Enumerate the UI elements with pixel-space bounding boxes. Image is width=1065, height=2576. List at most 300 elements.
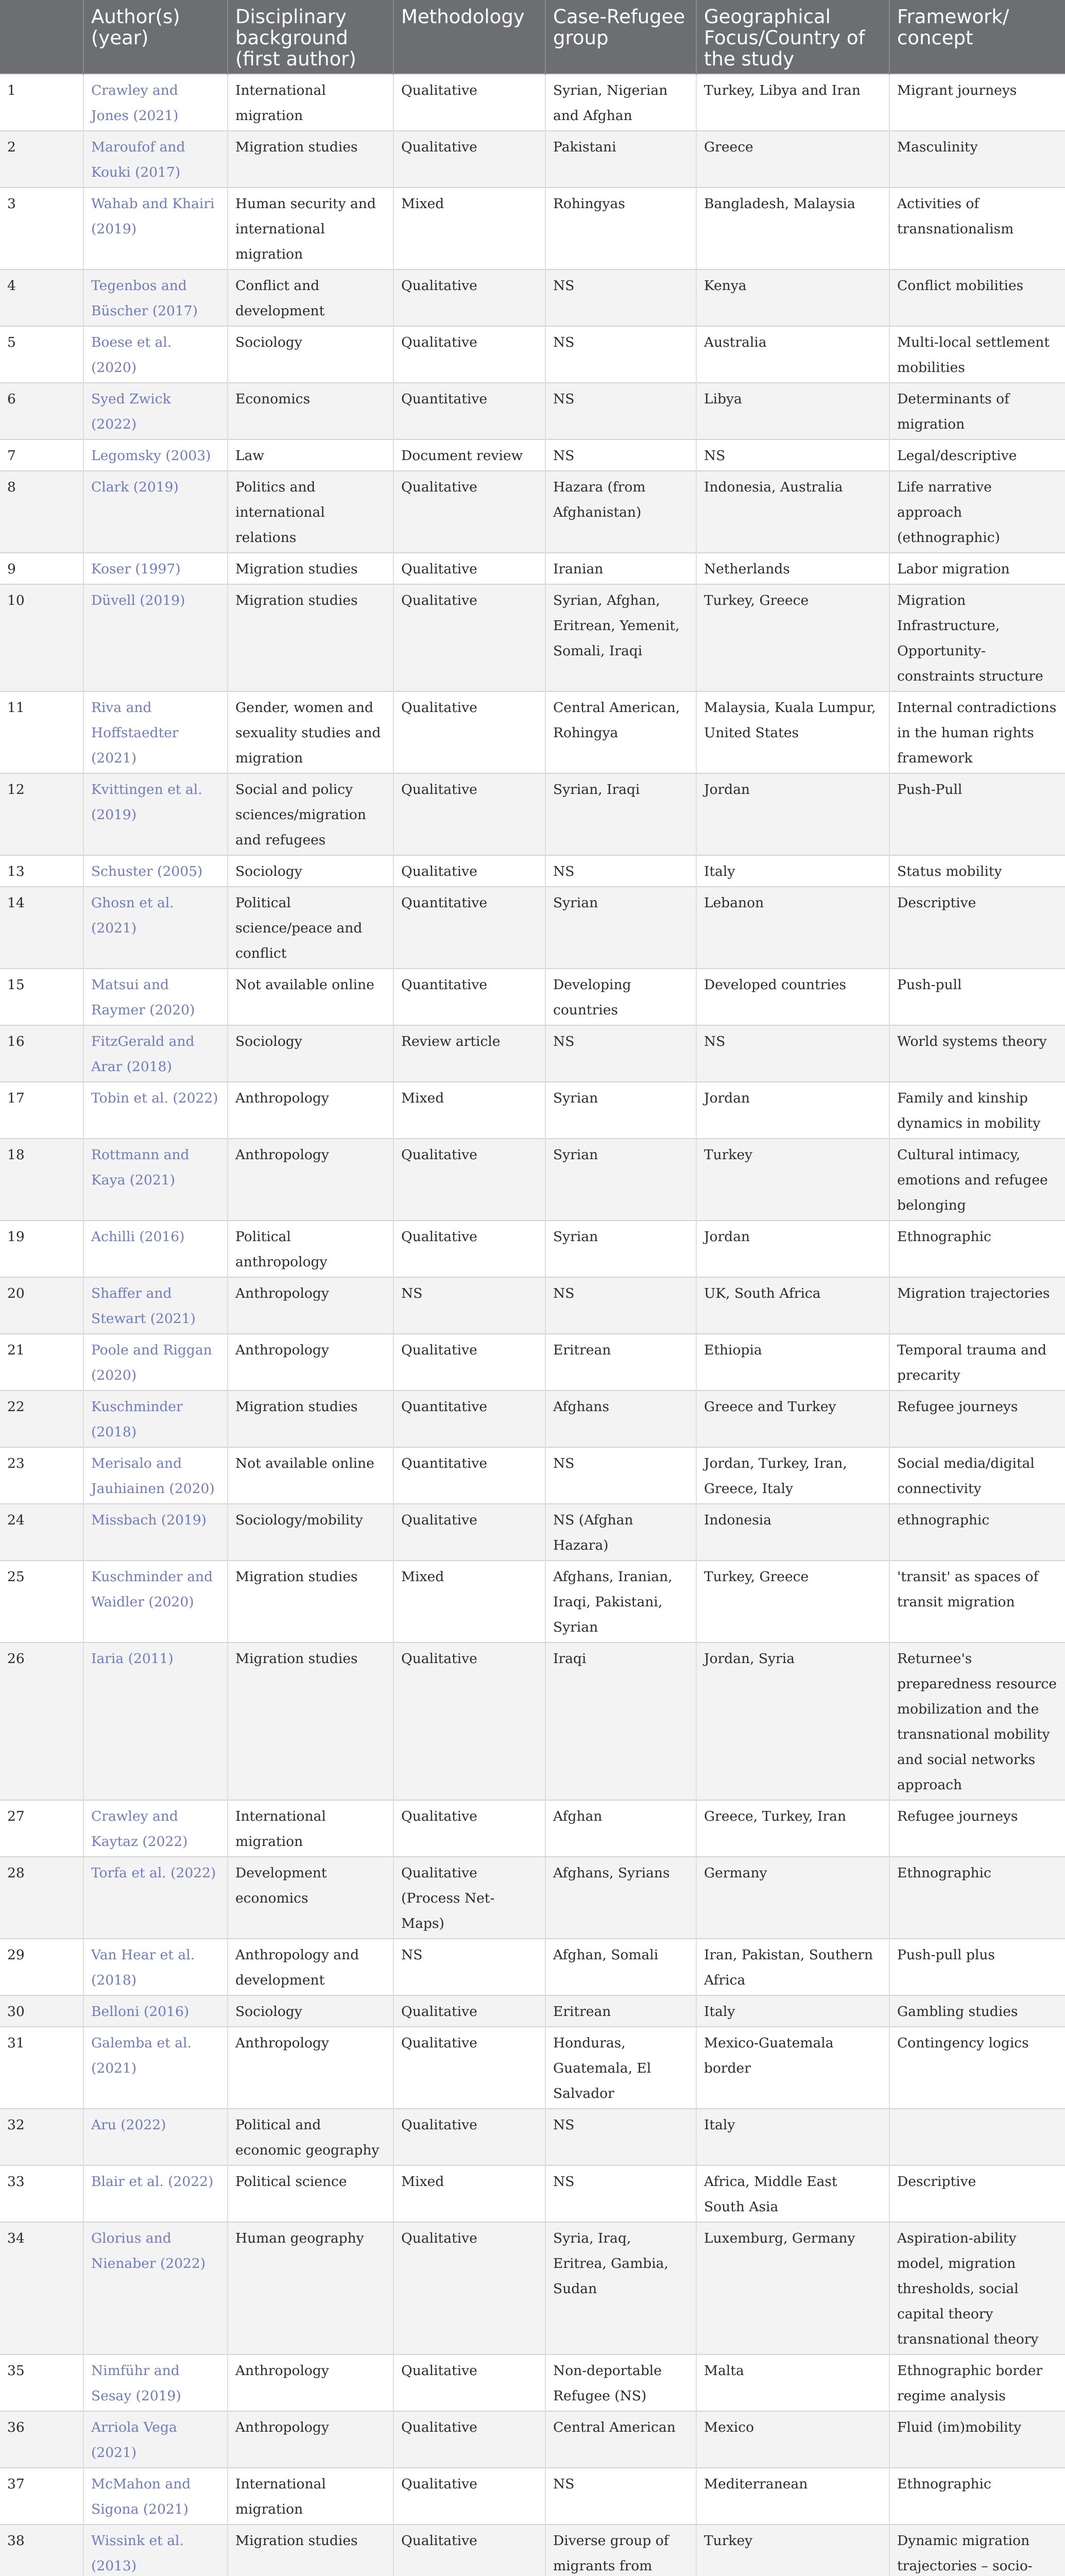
cell-author[interactable]: Glorius and Nienaber (2022) <box>83 2222 228 2354</box>
cell-refugee-group: Iraqi <box>545 1642 696 1800</box>
cell-refugee-group: NS <box>545 1447 696 1504</box>
cell-number: 10 <box>0 584 83 691</box>
table-row <box>0 1561 1065 1642</box>
cell-discipline: Human security and international migration <box>228 188 393 269</box>
cell-geographical-focus: Jordan <box>696 773 889 855</box>
cell-author[interactable]: Iaria (2011) <box>83 1642 228 1800</box>
cell-author[interactable]: Missbach (2019) <box>83 1504 228 1561</box>
cell-refugee-group: NS <box>545 383 696 439</box>
table-header <box>0 0 1065 74</box>
header-row <box>0 0 1065 74</box>
cell-refugee-group: Syrian, Iraqi <box>545 773 696 855</box>
cell-number: 24 <box>0 1504 83 1561</box>
cell-geographical-focus: Indonesia, Australia <box>696 471 889 553</box>
cell-number: 33 <box>0 2165 83 2222</box>
cell-geographical-focus: Jordan <box>696 1082 889 1139</box>
cell-framework: Push-Pull <box>889 773 1065 855</box>
cell-author[interactable]: Torfa et al. (2022) <box>83 1857 228 1939</box>
cell-refugee-group: Syria, Iraq, Eritrea, Gambia, Sudan <box>545 2222 696 2354</box>
cell-discipline: Migration studies <box>228 2524 393 2576</box>
cell-framework: ethnographic <box>889 1504 1065 1561</box>
cell-refugee-group: Afghans, Iranian, Iraqi, Pakistani, Syrian <box>545 1561 696 1642</box>
cell-discipline: Social and policy sciences/migration and refugees <box>228 773 393 855</box>
cell-refugee-group: Afghan <box>545 1800 696 1857</box>
cell-framework: Ethnographic <box>889 1857 1065 1939</box>
cell-geographical-focus: Greece and Turkey <box>696 1391 889 1447</box>
cell-author[interactable]: Maroufof and Kouki (2017) <box>83 131 228 188</box>
cell-discipline: Not available online <box>228 969 393 1025</box>
cell-refugee-group: NS <box>545 1277 696 1334</box>
table-row <box>0 553 1065 584</box>
cell-geographical-focus: Bangladesh, Malaysia <box>696 188 889 269</box>
table-row <box>0 2468 1065 2524</box>
cell-methodology: Qualitative <box>393 691 545 773</box>
cell-geographical-focus: Jordan, Turkey, Iran, Greece, Italy <box>696 1447 889 1504</box>
cell-refugee-group: NS <box>545 1025 696 1082</box>
cell-number: 3 <box>0 188 83 269</box>
cell-discipline: Anthropology <box>228 1139 393 1221</box>
header-number <box>0 0 83 74</box>
cell-geographical-focus: Libya <box>696 383 889 439</box>
cell-framework: Gambling studies <box>889 1995 1065 2027</box>
cell-geographical-focus: Developed countries <box>696 969 889 1025</box>
cell-number: 18 <box>0 1139 83 1221</box>
cell-number: 28 <box>0 1857 83 1939</box>
header-framework: Framework/ concept <box>889 0 1065 74</box>
cell-author[interactable]: Crawley and Kaytaz (2022) <box>83 1800 228 1857</box>
cell-author[interactable]: Poole and Riggan (2020) <box>83 1334 228 1391</box>
cell-framework: Status mobility <box>889 855 1065 887</box>
cell-number: 4 <box>0 269 83 326</box>
cell-discipline: Migration studies <box>228 553 393 584</box>
cell-number: 29 <box>0 1939 83 1995</box>
cell-refugee-group: Syrian <box>545 1082 696 1139</box>
cell-framework: Labor migration <box>889 553 1065 584</box>
cell-framework: Multi-local settlement mobilities <box>889 326 1065 383</box>
cell-geographical-focus: Australia <box>696 326 889 383</box>
cell-author[interactable]: Nimführ and Sesay (2019) <box>83 2354 228 2411</box>
cell-methodology: NS <box>393 1277 545 1334</box>
cell-refugee-group: Non-deportable Refugee (NS) <box>545 2354 696 2411</box>
cell-refugee-group: Eritrean <box>545 1334 696 1391</box>
cell-author[interactable]: Legomsky (2003) <box>83 439 228 471</box>
cell-framework: Conflict mobilities <box>889 269 1065 326</box>
table-row <box>0 969 1065 1025</box>
cell-framework: Fluid (im)mobility <box>889 2411 1065 2468</box>
cell-framework: Ethnographic <box>889 1221 1065 1277</box>
cell-number: 19 <box>0 1221 83 1277</box>
cell-discipline: Not available online <box>228 1447 393 1504</box>
cell-author[interactable]: McMahon and Sigona (2021) <box>83 2468 228 2524</box>
cell-methodology: Qualitative <box>393 1221 545 1277</box>
cell-author[interactable]: Merisalo and Jauhiainen (2020) <box>83 1447 228 1504</box>
cell-refugee-group: NS <box>545 269 696 326</box>
table-row <box>0 1995 1065 2027</box>
table-row <box>0 1391 1065 1447</box>
cell-refugee-group: Iranian <box>545 553 696 584</box>
cell-methodology: Quantitative <box>393 383 545 439</box>
cell-author[interactable]: Kvittingen et al. (2019) <box>83 773 228 855</box>
cell-geographical-focus: Mexico <box>696 2411 889 2468</box>
header-geographical-focus: Geographical Focus/Country of the study <box>696 0 889 74</box>
cell-methodology: Qualitative <box>393 1504 545 1561</box>
cell-number: 15 <box>0 969 83 1025</box>
cell-discipline: International migration <box>228 1800 393 1857</box>
cell-number: 27 <box>0 1800 83 1857</box>
table-row <box>0 887 1065 969</box>
cell-number: 5 <box>0 326 83 383</box>
cell-geographical-focus: Turkey <box>696 1139 889 1221</box>
cell-methodology: Qualitative <box>393 2411 545 2468</box>
cell-methodology: Qualitative <box>393 2468 545 2524</box>
cell-methodology: Quantitative <box>393 1447 545 1504</box>
cell-framework: World systems theory <box>889 1025 1065 1082</box>
cell-framework: Ethnographic <box>889 2468 1065 2524</box>
table-row <box>0 2109 1065 2165</box>
cell-geographical-focus: Italy <box>696 855 889 887</box>
cell-author[interactable]: Düvell (2019) <box>83 584 228 691</box>
cell-discipline: Law <box>228 439 393 471</box>
cell-methodology: Qualitative <box>393 269 545 326</box>
cell-author[interactable]: Van Hear et al. (2018) <box>83 1939 228 1995</box>
cell-refugee-group: NS (Afghan Hazara) <box>545 1504 696 1561</box>
cell-geographical-focus: Italy <box>696 1995 889 2027</box>
cell-framework: Migration trajectories <box>889 1277 1065 1334</box>
cell-refugee-group: Afghans <box>545 1391 696 1447</box>
cell-number: 30 <box>0 1995 83 2027</box>
cell-geographical-focus: Turkey, Greece <box>696 584 889 691</box>
cell-author[interactable]: Crawley and Jones (2021) <box>83 74 228 131</box>
cell-methodology: Qualitative <box>393 773 545 855</box>
cell-refugee-group: NS <box>545 2109 696 2165</box>
cell-framework: Push-pull plus <box>889 1939 1065 1995</box>
table-body <box>0 74 1065 2576</box>
cell-number: 38 <box>0 2524 83 2576</box>
table-row <box>0 1857 1065 1939</box>
cell-methodology: Qualitative <box>393 855 545 887</box>
cell-geographical-focus: Jordan, Syria <box>696 1642 889 1800</box>
cell-discipline: Sociology <box>228 855 393 887</box>
cell-refugee-group: Afghans, Syrians <box>545 1857 696 1939</box>
cell-discipline: Sociology <box>228 1025 393 1082</box>
cell-discipline: Gender, women and sexuality studies and migration <box>228 691 393 773</box>
cell-framework: Migrant journeys <box>889 74 1065 131</box>
cell-geographical-focus: UK, South Africa <box>696 1277 889 1334</box>
cell-framework: Ethnographic border regime analysis <box>889 2354 1065 2411</box>
cell-geographical-focus: Turkey, Libya and Iran <box>696 74 889 131</box>
cell-methodology: Qualitative <box>393 1139 545 1221</box>
cell-author[interactable]: Kuschminder and Waidler (2020) <box>83 1561 228 1642</box>
cell-geographical-focus: Turkey, Greece <box>696 1561 889 1642</box>
cell-refugee-group: Eritrean <box>545 1995 696 2027</box>
cell-geographical-focus: Indonesia <box>696 1504 889 1561</box>
cell-framework: Internal contradictions in the human rights framework <box>889 691 1065 773</box>
cell-author[interactable]: Tobin et al. (2022) <box>83 1082 228 1139</box>
cell-framework: 'transit' as spaces of transit migration <box>889 1561 1065 1642</box>
cell-methodology: Qualitative <box>393 1334 545 1391</box>
cell-methodology: Qualitative <box>393 1800 545 1857</box>
cell-author[interactable]: Boese et al. (2020) <box>83 326 228 383</box>
cell-framework <box>889 2109 1065 2165</box>
cell-methodology: Document review <box>393 439 545 471</box>
cell-geographical-focus: Ethiopia <box>696 1334 889 1391</box>
cell-discipline: Sociology/mobility <box>228 1504 393 1561</box>
cell-number: 36 <box>0 2411 83 2468</box>
cell-methodology: Qualitative <box>393 2027 545 2109</box>
cell-discipline: Migration studies <box>228 1561 393 1642</box>
cell-geographical-focus: Germany <box>696 1857 889 1939</box>
cell-author[interactable]: Blair et al. (2022) <box>83 2165 228 2222</box>
cell-methodology: NS <box>393 1939 545 1995</box>
cell-refugee-group: Central American, Rohingya <box>545 691 696 773</box>
table-row <box>0 1939 1065 1995</box>
cell-framework: Legal/descriptive <box>889 439 1065 471</box>
cell-number: 14 <box>0 887 83 969</box>
cell-number: 2 <box>0 131 83 188</box>
cell-framework: Determinants of migration <box>889 383 1065 439</box>
cell-author[interactable]: Wahab and Khairi (2019) <box>83 188 228 269</box>
table-row <box>0 1277 1065 1334</box>
cell-discipline: Migration studies <box>228 1391 393 1447</box>
header-discipline: Disciplinary background (first author) <box>228 0 393 74</box>
cell-methodology: Qualitative <box>393 1642 545 1800</box>
table-row <box>0 188 1065 269</box>
cell-number: 25 <box>0 1561 83 1642</box>
cell-framework: Descriptive <box>889 2165 1065 2222</box>
cell-geographical-focus: Iran, Pakistan, Southern Africa <box>696 1939 889 1995</box>
cell-refugee-group: Diverse group of migrants from <box>545 2524 696 2576</box>
cell-framework: Family and kinship dynamics in mobility <box>889 1082 1065 1139</box>
cell-framework: Life narrative approach (ethnographic) <box>889 471 1065 553</box>
cell-methodology: Mixed <box>393 1082 545 1139</box>
header-author: Author(s) (year) <box>83 0 228 74</box>
cell-number: 13 <box>0 855 83 887</box>
cell-methodology: Mixed <box>393 2165 545 2222</box>
cell-number: 7 <box>0 439 83 471</box>
cell-refugee-group: Pakistani <box>545 131 696 188</box>
cell-methodology: Qualitative <box>393 553 545 584</box>
cell-discipline: Migration studies <box>228 1642 393 1800</box>
cell-geographical-focus: Italy <box>696 2109 889 2165</box>
table-row <box>0 326 1065 383</box>
cell-geographical-focus: NS <box>696 1025 889 1082</box>
table-row <box>0 2354 1065 2411</box>
cell-number: 23 <box>0 1447 83 1504</box>
cell-geographical-focus: Greece <box>696 131 889 188</box>
cell-author[interactable]: Koser (1997) <box>83 553 228 584</box>
cell-author[interactable]: FitzGerald and Arar (2018) <box>83 1025 228 1082</box>
cell-discipline: Migration studies <box>228 584 393 691</box>
table-row <box>0 439 1065 471</box>
cell-methodology: Qualitative <box>393 2222 545 2354</box>
cell-author[interactable]: Belloni (2016) <box>83 1995 228 2027</box>
cell-discipline: Anthropology <box>228 1334 393 1391</box>
cell-refugee-group: NS <box>545 439 696 471</box>
table-row <box>0 1334 1065 1391</box>
table-row <box>0 1447 1065 1504</box>
cell-author[interactable]: Tegenbos and Büscher (2017) <box>83 269 228 326</box>
cell-framework: Migration Infrastructure, Opportunity-constraints structure <box>889 584 1065 691</box>
cell-framework: Refugee journeys <box>889 1800 1065 1857</box>
cell-discipline: Anthropology <box>228 1082 393 1139</box>
cell-author[interactable]: Rottmann and Kaya (2021) <box>83 1139 228 1221</box>
cell-framework: Social media/digital connectivity <box>889 1447 1065 1504</box>
cell-methodology: Qualitative <box>393 2354 545 2411</box>
table-row <box>0 2027 1065 2109</box>
table-row <box>0 855 1065 887</box>
cell-refugee-group: NS <box>545 855 696 887</box>
cell-refugee-group: Rohingyas <box>545 188 696 269</box>
cell-author[interactable]: Ghosn et al. (2021) <box>83 887 228 969</box>
cell-discipline: Conflict and development <box>228 269 393 326</box>
cell-discipline: Sociology <box>228 326 393 383</box>
cell-refugee-group: Hazara (from Afghanistan) <box>545 471 696 553</box>
cell-discipline: Political and economic geography <box>228 2109 393 2165</box>
cell-geographical-focus: Kenya <box>696 269 889 326</box>
cell-geographical-focus: Africa, Middle East South Asia <box>696 2165 889 2222</box>
table-row <box>0 2165 1065 2222</box>
cell-framework: Contingency logics <box>889 2027 1065 2109</box>
table-row <box>0 383 1065 439</box>
table-row <box>0 773 1065 855</box>
cell-number: 17 <box>0 1082 83 1139</box>
cell-geographical-focus: Turkey <box>696 2524 889 2576</box>
cell-methodology: Quantitative <box>393 1391 545 1447</box>
header-methodology: Methodology <box>393 0 545 74</box>
cell-number: 21 <box>0 1334 83 1391</box>
cell-refugee-group: Syrian <box>545 1139 696 1221</box>
cell-framework: Descriptive <box>889 887 1065 969</box>
table-row <box>0 2222 1065 2354</box>
cell-methodology: Qualitative (Process Net-Maps) <box>393 1857 545 1939</box>
cell-refugee-group: Central American <box>545 2411 696 2468</box>
table-row <box>0 2524 1065 2576</box>
table-row <box>0 2411 1065 2468</box>
cell-author[interactable]: Aru (2022) <box>83 2109 228 2165</box>
cell-framework: Dynamic migration trajectories – socio- <box>889 2524 1065 2576</box>
cell-author[interactable]: Riva and Hoffstaedter (2021) <box>83 691 228 773</box>
cell-discipline: Political science <box>228 2165 393 2222</box>
cell-discipline: Anthropology <box>228 2354 393 2411</box>
cell-methodology: Quantitative <box>393 969 545 1025</box>
cell-author[interactable]: Kuschminder (2018) <box>83 1391 228 1447</box>
table-row <box>0 1025 1065 1082</box>
cell-refugee-group: Honduras, Guatemala, El Salvador <box>545 2027 696 2109</box>
cell-number: 6 <box>0 383 83 439</box>
table-row <box>0 1800 1065 1857</box>
cell-methodology: Quantitative <box>393 887 545 969</box>
cell-geographical-focus: Luxemburg, Germany <box>696 2222 889 2354</box>
cell-author[interactable]: Syed Zwick (2022) <box>83 383 228 439</box>
cell-author[interactable]: Schuster (2005) <box>83 855 228 887</box>
cell-geographical-focus: Malaysia, Kuala Lumpur, United States <box>696 691 889 773</box>
cell-geographical-focus: Mediterranean <box>696 2468 889 2524</box>
cell-number: 37 <box>0 2468 83 2524</box>
cell-methodology: Qualitative <box>393 2109 545 2165</box>
cell-number: 16 <box>0 1025 83 1082</box>
cell-discipline: Anthropology <box>228 2411 393 2468</box>
cell-discipline: Political science/peace and conflict <box>228 887 393 969</box>
cell-methodology: Qualitative <box>393 1995 545 2027</box>
cell-discipline: Sociology <box>228 1995 393 2027</box>
cell-framework: Refugee journeys <box>889 1391 1065 1447</box>
cell-number: 8 <box>0 471 83 553</box>
cell-discipline: Development economics <box>228 1857 393 1939</box>
cell-geographical-focus: Lebanon <box>696 887 889 969</box>
table-row <box>0 584 1065 691</box>
cell-framework: Aspiration-ability model, migration thresholds, social capital theory transnational theory <box>889 2222 1065 2354</box>
cell-refugee-group: Syrian <box>545 887 696 969</box>
cell-author[interactable]: Arriola Vega (2021) <box>83 2411 228 2468</box>
cell-discipline: Anthropology and development <box>228 1939 393 1995</box>
cell-methodology: Mixed <box>393 188 545 269</box>
cell-methodology: Qualitative <box>393 471 545 553</box>
table-row <box>0 691 1065 773</box>
table-row <box>0 131 1065 188</box>
table-row <box>0 471 1065 553</box>
cell-author[interactable]: Achilli (2016) <box>83 1221 228 1277</box>
cell-framework: Push-pull <box>889 969 1065 1025</box>
cell-methodology: Qualitative <box>393 2524 545 2576</box>
cell-geographical-focus: Malta <box>696 2354 889 2411</box>
cell-discipline: Anthropology <box>228 2027 393 2109</box>
cell-number: 12 <box>0 773 83 855</box>
cell-methodology: Review article <box>393 1025 545 1082</box>
table-row <box>0 269 1065 326</box>
cell-author[interactable]: Galemba et al. (2021) <box>83 2027 228 2109</box>
cell-author[interactable]: Clark (2019) <box>83 471 228 553</box>
cell-discipline: Politics and international relations <box>228 471 393 553</box>
cell-geographical-focus: Jordan <box>696 1221 889 1277</box>
table-row <box>0 1221 1065 1277</box>
cell-refugee-group: Developing countries <box>545 969 696 1025</box>
cell-geographical-focus: NS <box>696 439 889 471</box>
cell-discipline: Economics <box>228 383 393 439</box>
cell-framework: Cultural intimacy, emotions and refugee belonging <box>889 1139 1065 1221</box>
cell-geographical-focus: Greece, Turkey, Iran <box>696 1800 889 1857</box>
cell-discipline: International migration <box>228 74 393 131</box>
table-row <box>0 1504 1065 1561</box>
cell-number: 22 <box>0 1391 83 1447</box>
cell-refugee-group: Syrian, Afghan, Eritrean, Yemenit, Somali, Iraqi <box>545 584 696 691</box>
cell-number: 1 <box>0 74 83 131</box>
cell-number: 35 <box>0 2354 83 2411</box>
cell-number: 34 <box>0 2222 83 2354</box>
cell-framework: Temporal trauma and precarity <box>889 1334 1065 1391</box>
cell-author[interactable]: Matsui and Raymer (2020) <box>83 969 228 1025</box>
cell-methodology: Qualitative <box>393 74 545 131</box>
table-row <box>0 1642 1065 1800</box>
cell-geographical-focus: Netherlands <box>696 553 889 584</box>
cell-refugee-group: Syrian, Nigerian and Afghan <box>545 74 696 131</box>
table-row <box>0 74 1065 131</box>
cell-refugee-group: Afghan, Somali <box>545 1939 696 1995</box>
cell-methodology: Qualitative <box>393 131 545 188</box>
cell-framework: Returnee's preparedness resource mobilization and the transnational mobility and social networks approach <box>889 1642 1065 1800</box>
table-row <box>0 1082 1065 1139</box>
cell-refugee-group: Syrian <box>545 1221 696 1277</box>
cell-refugee-group: NS <box>545 326 696 383</box>
cell-author[interactable]: Wissink et al. (2013) <box>83 2524 228 2576</box>
cell-methodology: Qualitative <box>393 326 545 383</box>
cell-discipline: International migration <box>228 2468 393 2524</box>
cell-methodology: Qualitative <box>393 584 545 691</box>
cell-geographical-focus: Mexico-Guatemala border <box>696 2027 889 2109</box>
cell-discipline: Human geography <box>228 2222 393 2354</box>
cell-number: 32 <box>0 2109 83 2165</box>
cell-author[interactable]: Shaffer and Stewart (2021) <box>83 1277 228 1334</box>
cell-framework: Masculinity <box>889 131 1065 188</box>
